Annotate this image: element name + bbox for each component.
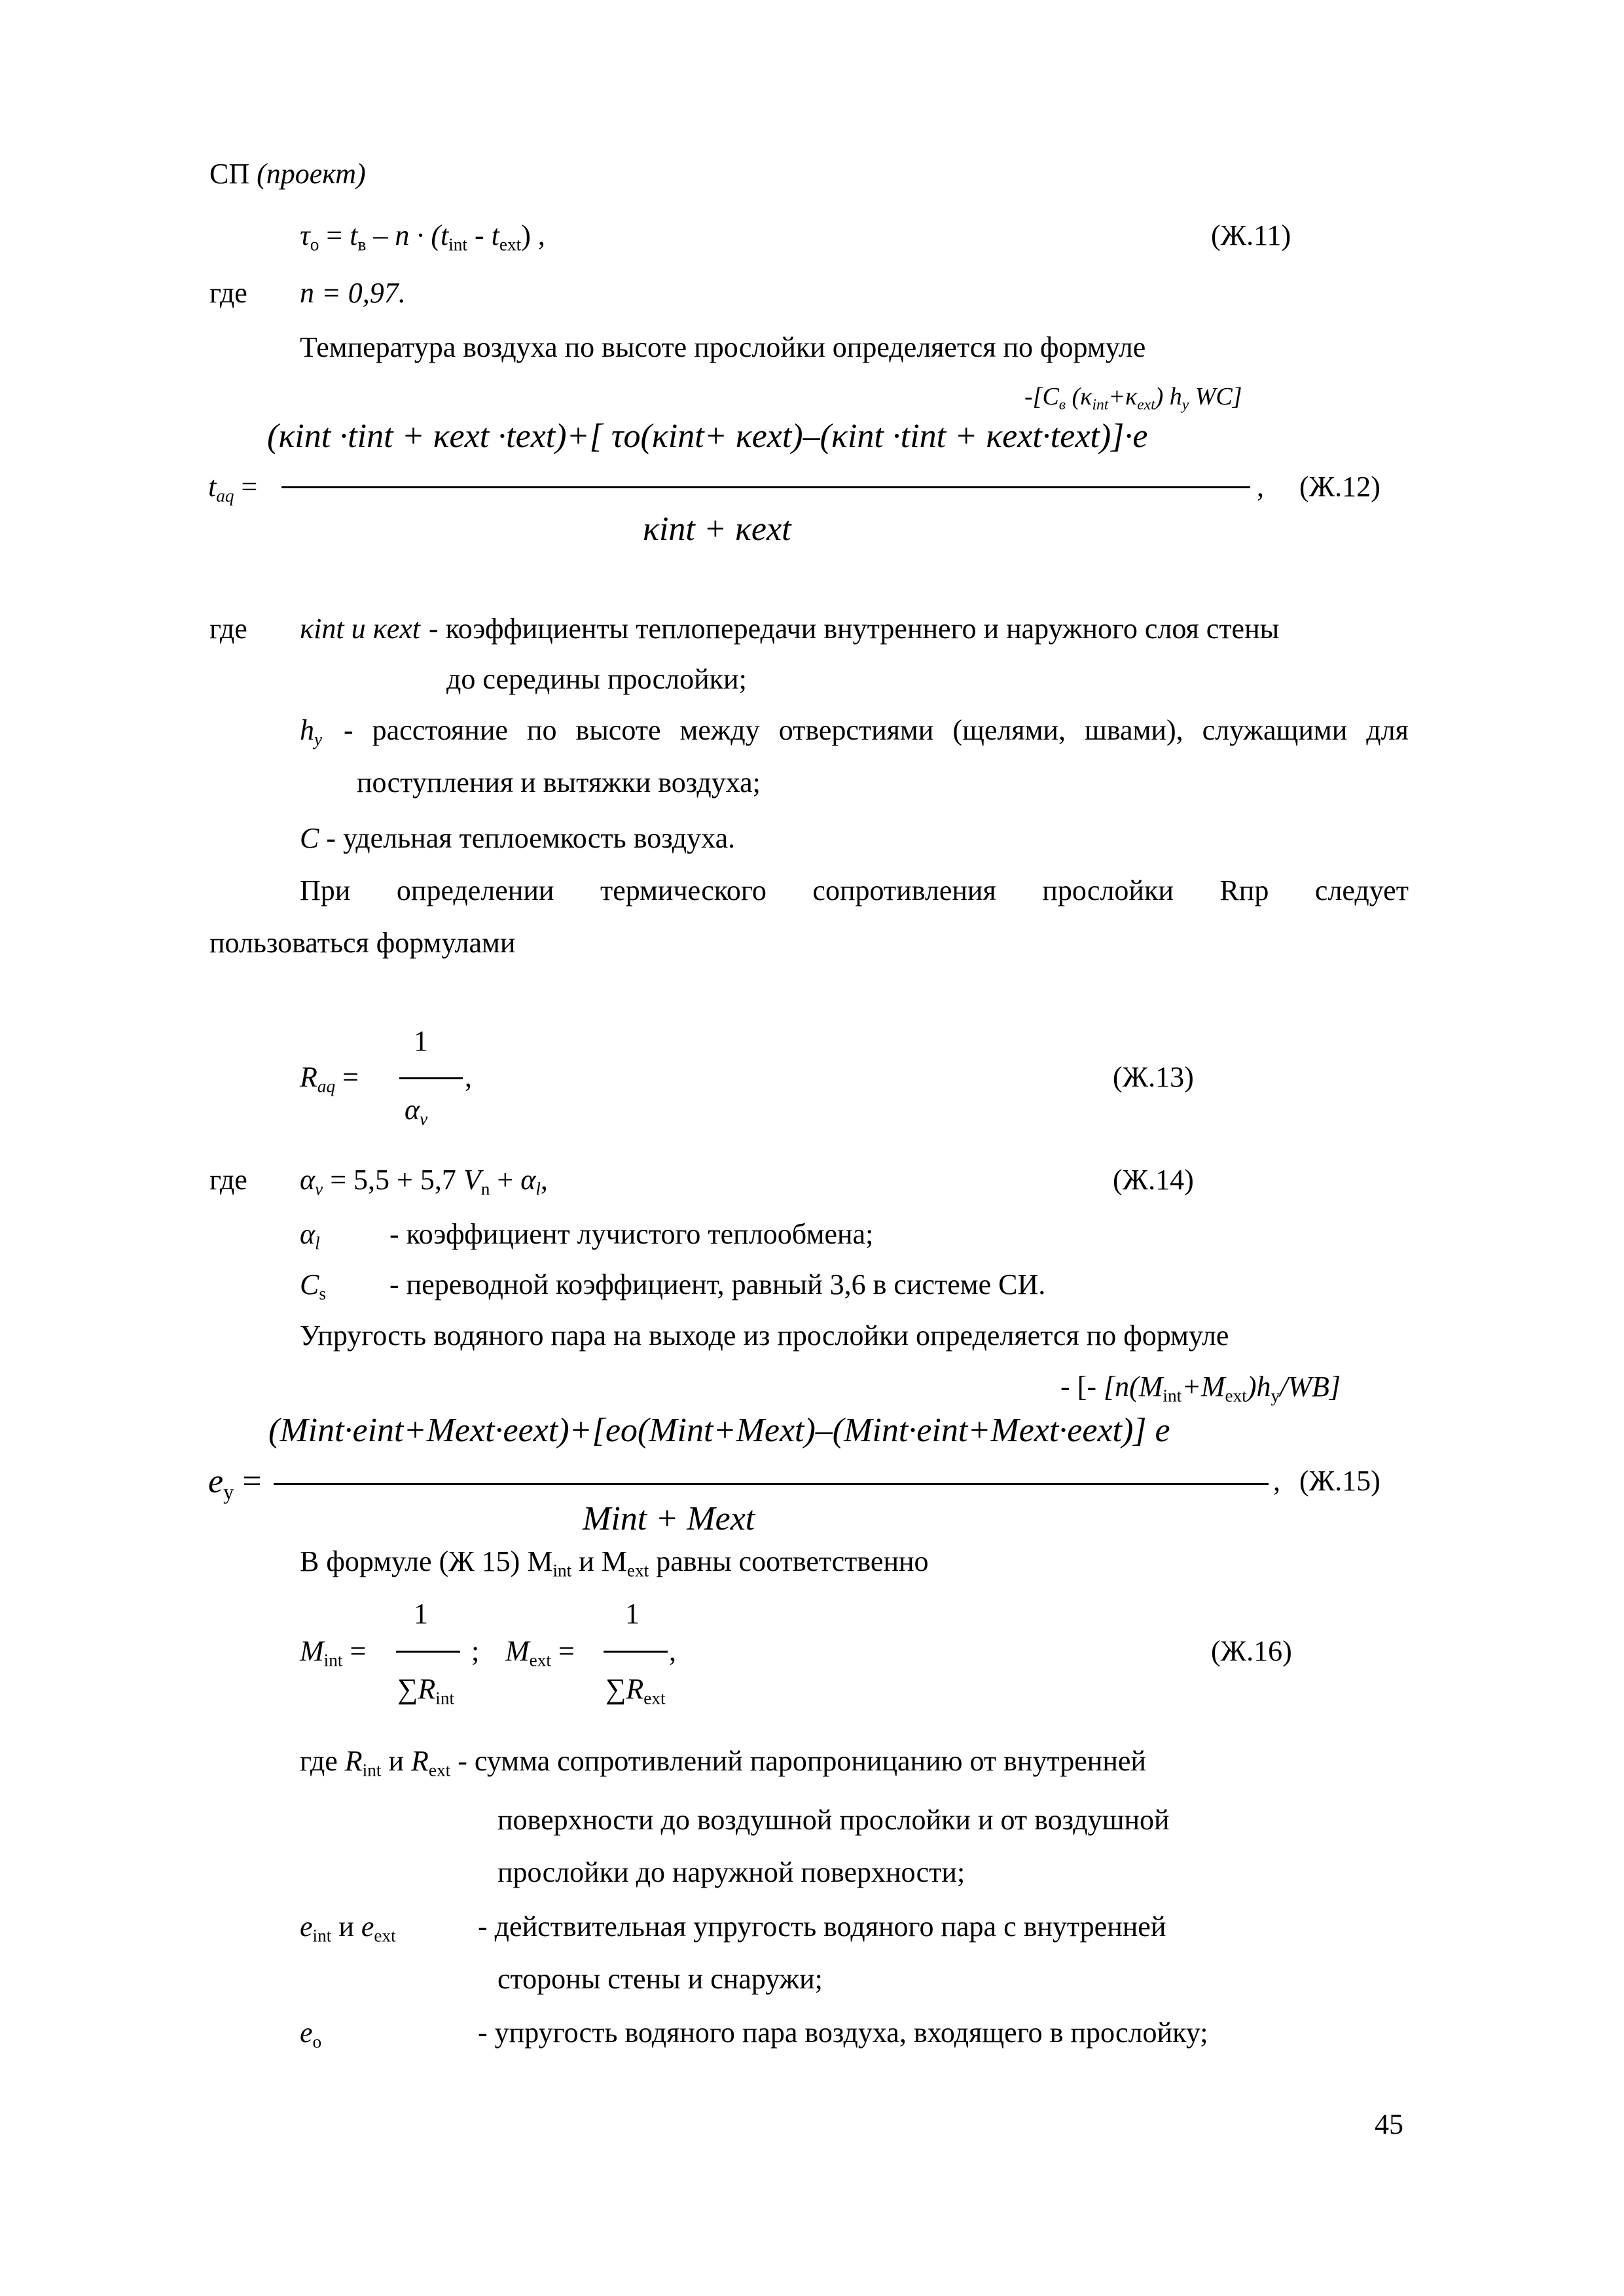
def-eo-text: - упругость водяного пара воздуха, входящего в прослойку; xyxy=(478,2017,1208,2049)
equation-15-numerator: (Mint·eint+Mext·eext)+[eo(Mint+Mext)–(Mint·eint+Mext·eext)] e xyxy=(268,1412,1170,1449)
paragraph-air-temperature: Температура воздуха по высоте прослойки определяется по формуле xyxy=(300,331,1146,363)
equation-15-fraction-bar xyxy=(274,1483,1269,1485)
def-r-continuation-1: поверхности до воздушной прослойки и от воздушной xyxy=(497,1804,1170,1836)
equation-16-lhs-1: $M_{int}$ = xyxy=(300,1635,367,1670)
equation-14-number: (Ж.14) xyxy=(1113,1164,1194,1196)
equation-15-comma: , xyxy=(1273,1465,1280,1497)
paragraph-formula-16: В формуле (Ж 15) $M_{int}$ и $M_{ext}$ равны соответственно xyxy=(300,1545,929,1581)
equation-13-comma: , xyxy=(465,1061,472,1093)
paragraph-resistance: При определении термического сопротивления прослойки Rпр следует xyxy=(300,874,1409,906)
equation-16-numerator-1: 1 xyxy=(414,1598,428,1630)
equation-16-separator: ; xyxy=(471,1635,480,1667)
header-status: (проект) xyxy=(257,158,366,190)
equation-15-denominator: Mint + Mext xyxy=(583,1500,755,1537)
paragraph-resistance-cont: пользоваться формулами xyxy=(209,927,516,959)
def-k-continuation: до середины прослойки; xyxy=(446,663,747,695)
equation-16-denominator-1: $\sum R_{int}$ xyxy=(397,1673,455,1708)
def-r: где $R_{int}$ и $R_{ext}$ - сумма сопротивлений паропроницанию от внутренней xyxy=(300,1745,1146,1780)
page-number: 45 xyxy=(1375,2108,1403,2140)
equation-13-fraction-bar xyxy=(399,1077,463,1079)
equation-12-fraction-bar xyxy=(281,486,1250,488)
def-eo-symbol: $e_o$ xyxy=(300,2017,322,2052)
def-k-symbol: κint и κext xyxy=(300,613,420,645)
equation-16-number: (Ж.16) xyxy=(1211,1635,1292,1667)
def-c: C - удельная теплоемкость воздуха. xyxy=(300,822,736,854)
eq14-where-label: где xyxy=(209,1164,247,1196)
def-cs-symbol: $C_s$ xyxy=(300,1268,326,1304)
running-header xyxy=(209,157,366,192)
def-k-text: - коэффициенты теплопередачи внутреннего и наружного слоя стены xyxy=(429,613,1280,645)
def-alpha-l-text: - коэффициент лучистого теплообмена; xyxy=(389,1218,874,1250)
def-h-text: - расстояние по высоте между отверстиями (щелями, швами), служащими для xyxy=(344,714,1409,746)
equation-16-denominator-2: $\sum R_{ext}$ xyxy=(605,1673,666,1708)
def-e-symbol: $e_{int}$ и $e_{ext}$ xyxy=(300,1910,396,1946)
equation-12-exponent: $-[С_в$ $(\kappa_{int}+\kappa_{ext})$ $h_y$ WC] xyxy=(1024,383,1242,414)
equation-16-comma: , xyxy=(669,1635,676,1667)
defs-where-label: где xyxy=(209,613,247,645)
where-label: где xyxy=(209,277,247,309)
equation-12-denominator: κint + κext xyxy=(643,511,791,548)
equation-11-number: (Ж.11) xyxy=(1211,219,1291,251)
equation-15-lhs: $e_y$ = xyxy=(208,1463,262,1504)
equation-13-lhs: $R_{aq}$ = xyxy=(300,1061,359,1096)
equation-12-lhs: $t_{aq}$ = xyxy=(208,471,258,506)
paragraph-vapor: Упругость водяного пара на выходе из прослойки определяется по формуле xyxy=(300,1319,1229,1352)
equation-12-comma: , xyxy=(1257,471,1264,503)
header-doc: СП xyxy=(209,158,250,190)
def-h-continuation: поступления и вытяжки воздуха; xyxy=(357,766,761,798)
def-e-text: - действительная упругость водяного пара с внутренней xyxy=(478,1910,1166,1943)
equation-14: $\alpha_v = 5,5 + 5,7$ $V_n + \alpha_l$, xyxy=(300,1164,548,1199)
equation-12-number: (Ж.12) xyxy=(1299,471,1380,503)
def-alpha-l-symbol: $\alpha_l$ xyxy=(300,1218,320,1253)
equation-15-exponent: - [- $[n(M_{int}+M_{ext})h_y/WB]$ xyxy=(1060,1371,1341,1406)
equation-16-numerator-2: 1 xyxy=(625,1598,640,1630)
def-r-continuation-2: прослойки до наружной поверхности; xyxy=(497,1856,965,1888)
def-cs-text: - переводной коэффициент, равный 3,6 в системе СИ. xyxy=(389,1268,1046,1300)
def-e-continuation: стороны стены и снаружи; xyxy=(497,1963,823,1995)
equation-16-lhs-2: $M_{ext}$ = xyxy=(505,1635,575,1670)
def-h-symbol: $h_y$ xyxy=(300,714,323,749)
equation-16-fraction-bar-2 xyxy=(604,1651,668,1653)
equation-11: $\tau_о = t_в - n \cdot (t_{int} - t_{ext})$ , xyxy=(300,219,545,255)
equation-12-numerator: (κint ·tint + κext ·text)+[ τo(κint+ κext)–(κint ·tint + κext·text)]·e xyxy=(267,418,1148,455)
equation-15-number: (Ж.15) xyxy=(1299,1465,1380,1497)
where-n-value: n = 0,97. xyxy=(300,277,406,309)
equation-13-number: (Ж.13) xyxy=(1113,1061,1194,1093)
equation-16-fraction-bar-1 xyxy=(396,1651,460,1653)
equation-13-numerator: 1 xyxy=(414,1025,428,1057)
equation-13-denominator: $\alpha_v$ xyxy=(405,1094,428,1129)
